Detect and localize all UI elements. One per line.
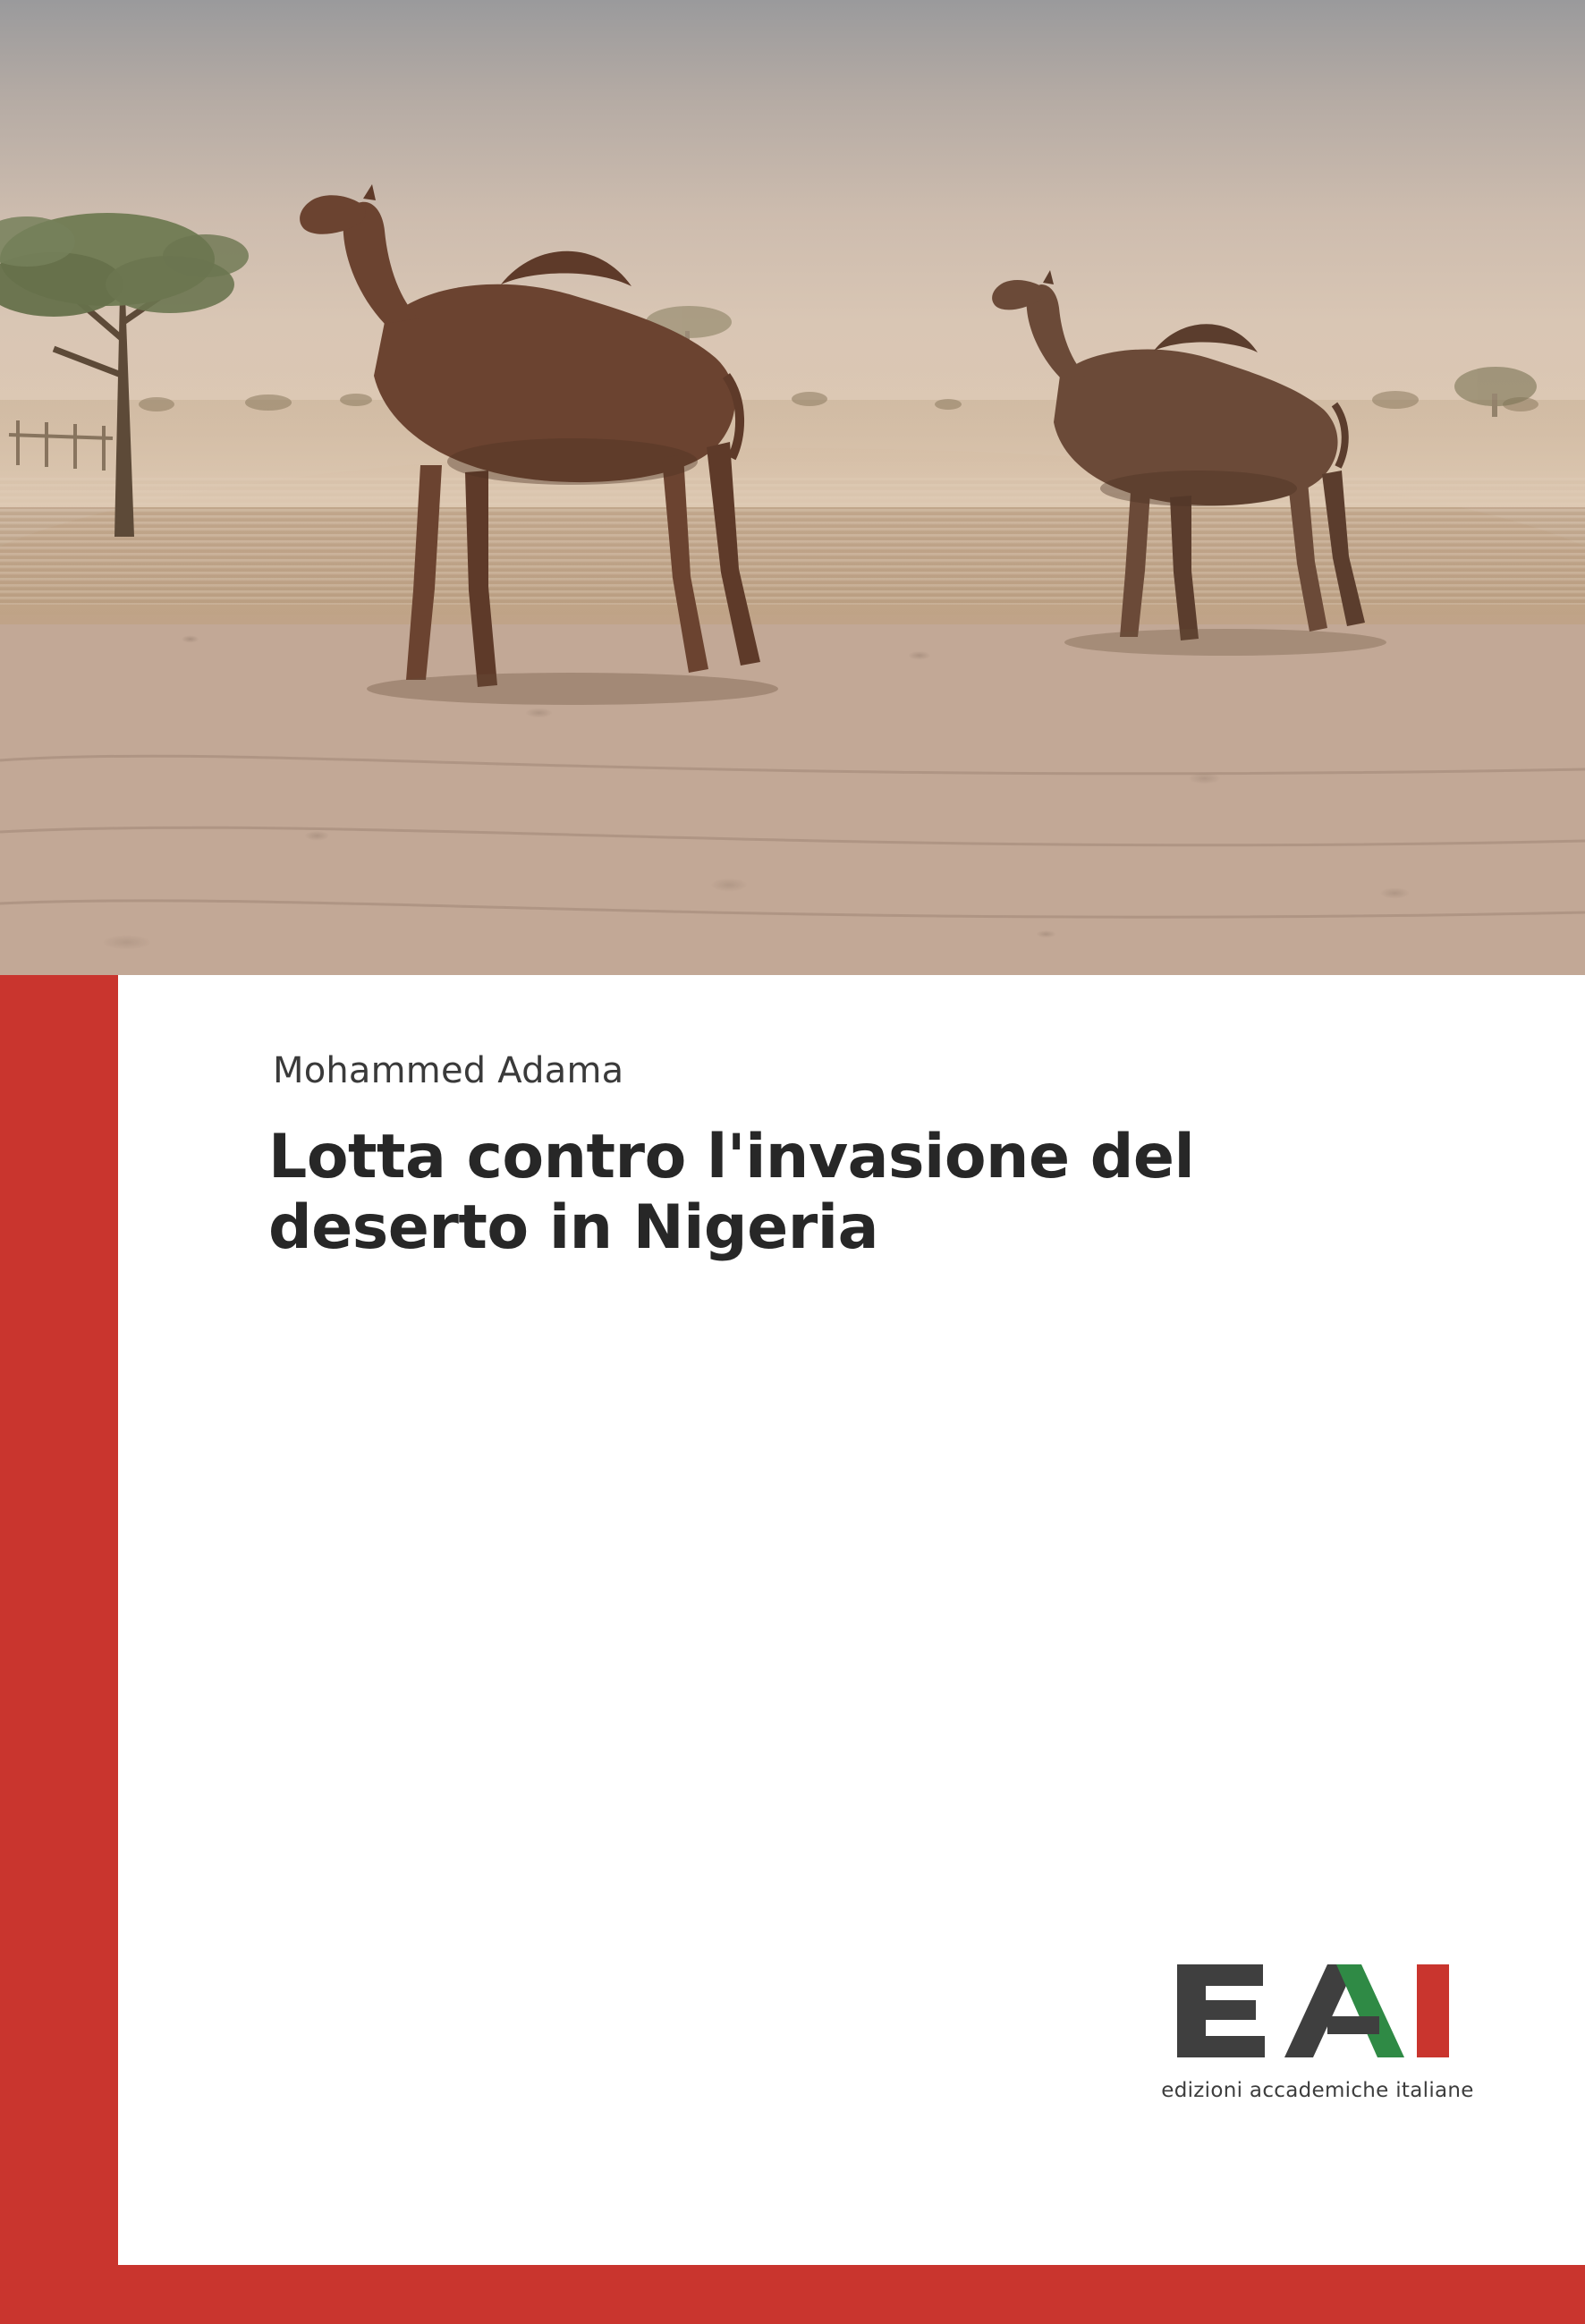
publisher-logo — [1161, 1957, 1474, 2102]
desert-scene-illustration — [0, 0, 1585, 975]
fence-icon — [9, 420, 113, 471]
sand-tracks — [0, 756, 1585, 917]
publisher-caption: edizioni accademiche italiane — [1161, 2079, 1474, 2102]
eai-logo-icon — [1170, 1957, 1465, 2065]
cover-photo — [0, 0, 1585, 975]
book-title: Lotta contro l'invasione del deserto in Nigeria — [268, 1122, 1195, 1263]
distant-shrubs-icon — [139, 391, 1538, 411]
red-bottom-bar — [0, 2265, 1585, 2324]
eai-logo-svg — [1170, 1957, 1465, 2065]
camel-small-icon — [992, 270, 1386, 656]
acacia-tree-icon — [0, 213, 249, 537]
camel-large-icon — [300, 184, 778, 705]
author-name: Mohammed Adama — [273, 1050, 624, 1091]
red-left-bar — [0, 975, 118, 2324]
